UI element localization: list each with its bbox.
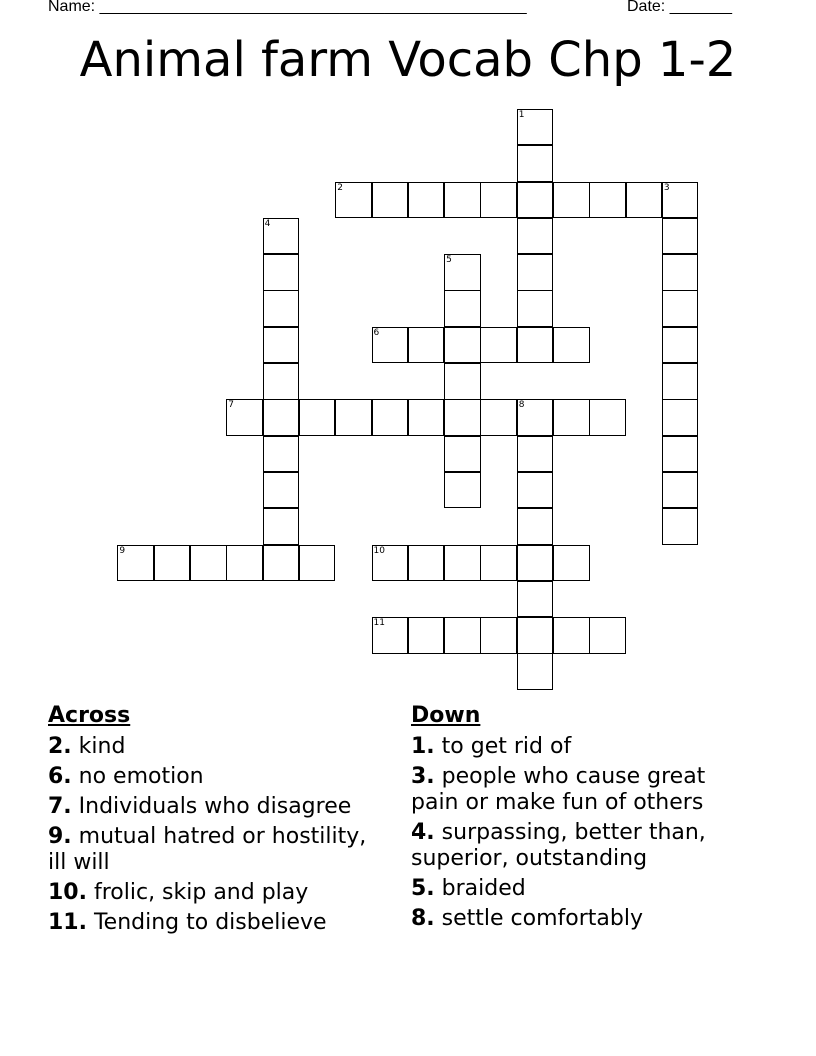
crossword-cell[interactable] <box>517 508 554 545</box>
crossword-cell[interactable] <box>662 436 699 473</box>
crossword-cell[interactable] <box>517 545 554 582</box>
crossword-cell[interactable] <box>517 472 554 509</box>
crossword-cell[interactable] <box>372 182 409 219</box>
crossword-cell[interactable] <box>190 545 227 582</box>
crossword-cell[interactable] <box>444 327 481 364</box>
crossword-cell[interactable] <box>263 545 300 582</box>
crossword-cell[interactable] <box>263 290 300 327</box>
crossword-cell[interactable] <box>517 581 554 618</box>
clue-number: 7. <box>48 794 72 819</box>
clue-number-label: 3 <box>663 182 670 193</box>
page-title: Animal farm Vocab Chp 1-2 <box>79 32 737 88</box>
clue-text: surpassing, better than, superior, outstanding <box>411 820 706 871</box>
clue-text: mutual hatred or hostility, ill will <box>48 824 367 875</box>
clue-number: 1. <box>411 734 435 759</box>
crossword-cell[interactable] <box>553 327 590 364</box>
clue-text: Tending to disbelieve <box>86 910 327 935</box>
crossword-cell[interactable] <box>517 254 554 291</box>
crossword-cell[interactable] <box>517 399 554 436</box>
clue-text: braided <box>434 876 526 901</box>
crossword-cell[interactable] <box>517 182 554 219</box>
crossword-cell[interactable] <box>444 399 481 436</box>
crossword-cell[interactable] <box>553 617 590 654</box>
crossword-cell[interactable] <box>226 545 263 582</box>
clue-number-label: 11 <box>373 618 385 629</box>
down-heading: Down <box>411 703 481 728</box>
clue-down-3 <box>411 764 751 816</box>
crossword-cell[interactable] <box>444 182 481 219</box>
clue-down-8 <box>411 906 751 932</box>
crossword-cell[interactable] <box>263 218 300 255</box>
crossword-cell[interactable] <box>480 327 517 364</box>
clue-number-label: 6 <box>373 327 380 338</box>
clue-text: Individuals who disagree <box>71 794 352 819</box>
clue-number-label: 10 <box>373 545 385 556</box>
crossword-cell[interactable] <box>444 472 481 509</box>
clue-across-11 <box>48 910 388 936</box>
crossword-cell[interactable] <box>263 508 300 545</box>
crossword-cell[interactable] <box>444 254 481 291</box>
clue-number-label: 9 <box>119 545 126 556</box>
crossword-cell[interactable] <box>517 290 554 327</box>
crossword-cell[interactable] <box>662 327 699 364</box>
crossword-cell[interactable] <box>662 363 699 400</box>
crossword-cell[interactable] <box>263 436 300 473</box>
crossword-cell[interactable] <box>480 182 517 219</box>
crossword-cell[interactable] <box>553 182 590 219</box>
clue-number: 6. <box>48 764 72 789</box>
clue-number-label: 4 <box>264 218 271 229</box>
clue-across-7 <box>48 794 388 820</box>
crossword-cell[interactable] <box>517 653 554 690</box>
crossword-cell[interactable] <box>444 363 481 400</box>
crossword-cell[interactable] <box>662 290 699 327</box>
crossword-cell[interactable] <box>299 399 336 436</box>
clue-number-label: 5 <box>446 255 452 266</box>
crossword-cell[interactable] <box>444 545 481 582</box>
clue-down-5 <box>411 876 751 902</box>
crossword-cell[interactable] <box>372 399 409 436</box>
crossword-cell[interactable] <box>372 327 409 364</box>
clue-number: 4. <box>411 820 435 845</box>
crossword-cell[interactable] <box>662 218 699 255</box>
crossword-cell[interactable] <box>480 399 517 436</box>
crossword-cell[interactable] <box>408 545 445 582</box>
crossword-cell[interactable] <box>154 545 191 582</box>
crossword-cell[interactable] <box>444 290 481 327</box>
clue-across-10 <box>48 880 388 906</box>
name-field[interactable]: Name: ________________________________________________ <box>48 0 527 15</box>
clue-across-6 <box>48 764 388 790</box>
clue-number: 3. <box>411 764 435 789</box>
down-clues <box>411 702 751 936</box>
crossword-cell[interactable] <box>662 472 699 509</box>
crossword-cell[interactable] <box>408 617 445 654</box>
crossword-cell[interactable] <box>408 182 445 219</box>
crossword-cell[interactable] <box>662 399 699 436</box>
date-field[interactable]: Date: _______ <box>627 0 732 15</box>
crossword-cell[interactable] <box>117 545 154 582</box>
clue-text: settle comfortably <box>434 906 643 931</box>
crossword-cell[interactable] <box>589 617 626 654</box>
crossword-cell[interactable] <box>662 182 699 219</box>
crossword-cell[interactable] <box>626 182 663 219</box>
crossword-cell[interactable] <box>480 617 517 654</box>
clue-number: 8. <box>411 906 435 931</box>
crossword-cell[interactable] <box>662 508 699 545</box>
crossword-cell[interactable] <box>517 145 554 182</box>
across-heading: Across <box>48 703 131 728</box>
crossword-cell[interactable] <box>226 399 263 436</box>
crossword-cell[interactable] <box>408 327 445 364</box>
clue-number-label: 1 <box>518 109 525 120</box>
crossword-cell[interactable] <box>263 254 300 291</box>
crossword-cell[interactable] <box>517 436 554 473</box>
clue-down-1 <box>411 734 751 760</box>
clue-number: 9. <box>48 824 72 849</box>
crossword-cell[interactable] <box>517 327 554 364</box>
crossword-cell[interactable] <box>517 109 554 146</box>
clue-number-label: 2 <box>337 182 343 193</box>
crossword-cell[interactable] <box>589 182 626 219</box>
crossword-cell[interactable] <box>480 545 517 582</box>
crossword-cell[interactable] <box>335 399 372 436</box>
clue-number-label: 7 <box>228 400 235 411</box>
crossword-cell[interactable] <box>372 545 409 582</box>
clue-number: 5. <box>411 876 435 901</box>
crossword-cell[interactable] <box>517 617 554 654</box>
crossword-cell[interactable] <box>263 327 300 364</box>
crossword-cell[interactable] <box>444 436 481 473</box>
clue-text: frolic, skip and play <box>86 880 309 905</box>
crossword-cell[interactable] <box>553 399 590 436</box>
clue-text: no emotion <box>71 764 204 789</box>
clue-number: 11. <box>48 910 87 935</box>
crossword-cell[interactable] <box>517 218 554 255</box>
clue-text: to get rid of <box>434 734 572 759</box>
crossword-cell[interactable] <box>372 617 409 654</box>
clue-number-label: 8 <box>518 400 525 411</box>
crossword-cell[interactable] <box>263 399 300 436</box>
clue-number: 2. <box>48 734 72 759</box>
crossword-cell[interactable] <box>589 399 626 436</box>
crossword-cell[interactable] <box>553 545 590 582</box>
crossword-cell[interactable] <box>335 182 372 219</box>
crossword-cell[interactable] <box>299 545 336 582</box>
clue-number: 10. <box>48 880 87 905</box>
clue-across-2 <box>48 734 388 760</box>
crossword-cell[interactable] <box>662 254 699 291</box>
crossword-cell[interactable] <box>408 399 445 436</box>
crossword-cell[interactable] <box>263 363 300 400</box>
clue-text: people who cause great pain or make fun of others <box>411 764 706 815</box>
crossword-cell[interactable] <box>263 472 300 509</box>
clue-text: kind <box>71 734 126 759</box>
across-clues <box>48 702 388 940</box>
crossword-cell[interactable] <box>444 617 481 654</box>
clue-across-9 <box>48 824 388 876</box>
clue-down-4 <box>411 820 751 872</box>
